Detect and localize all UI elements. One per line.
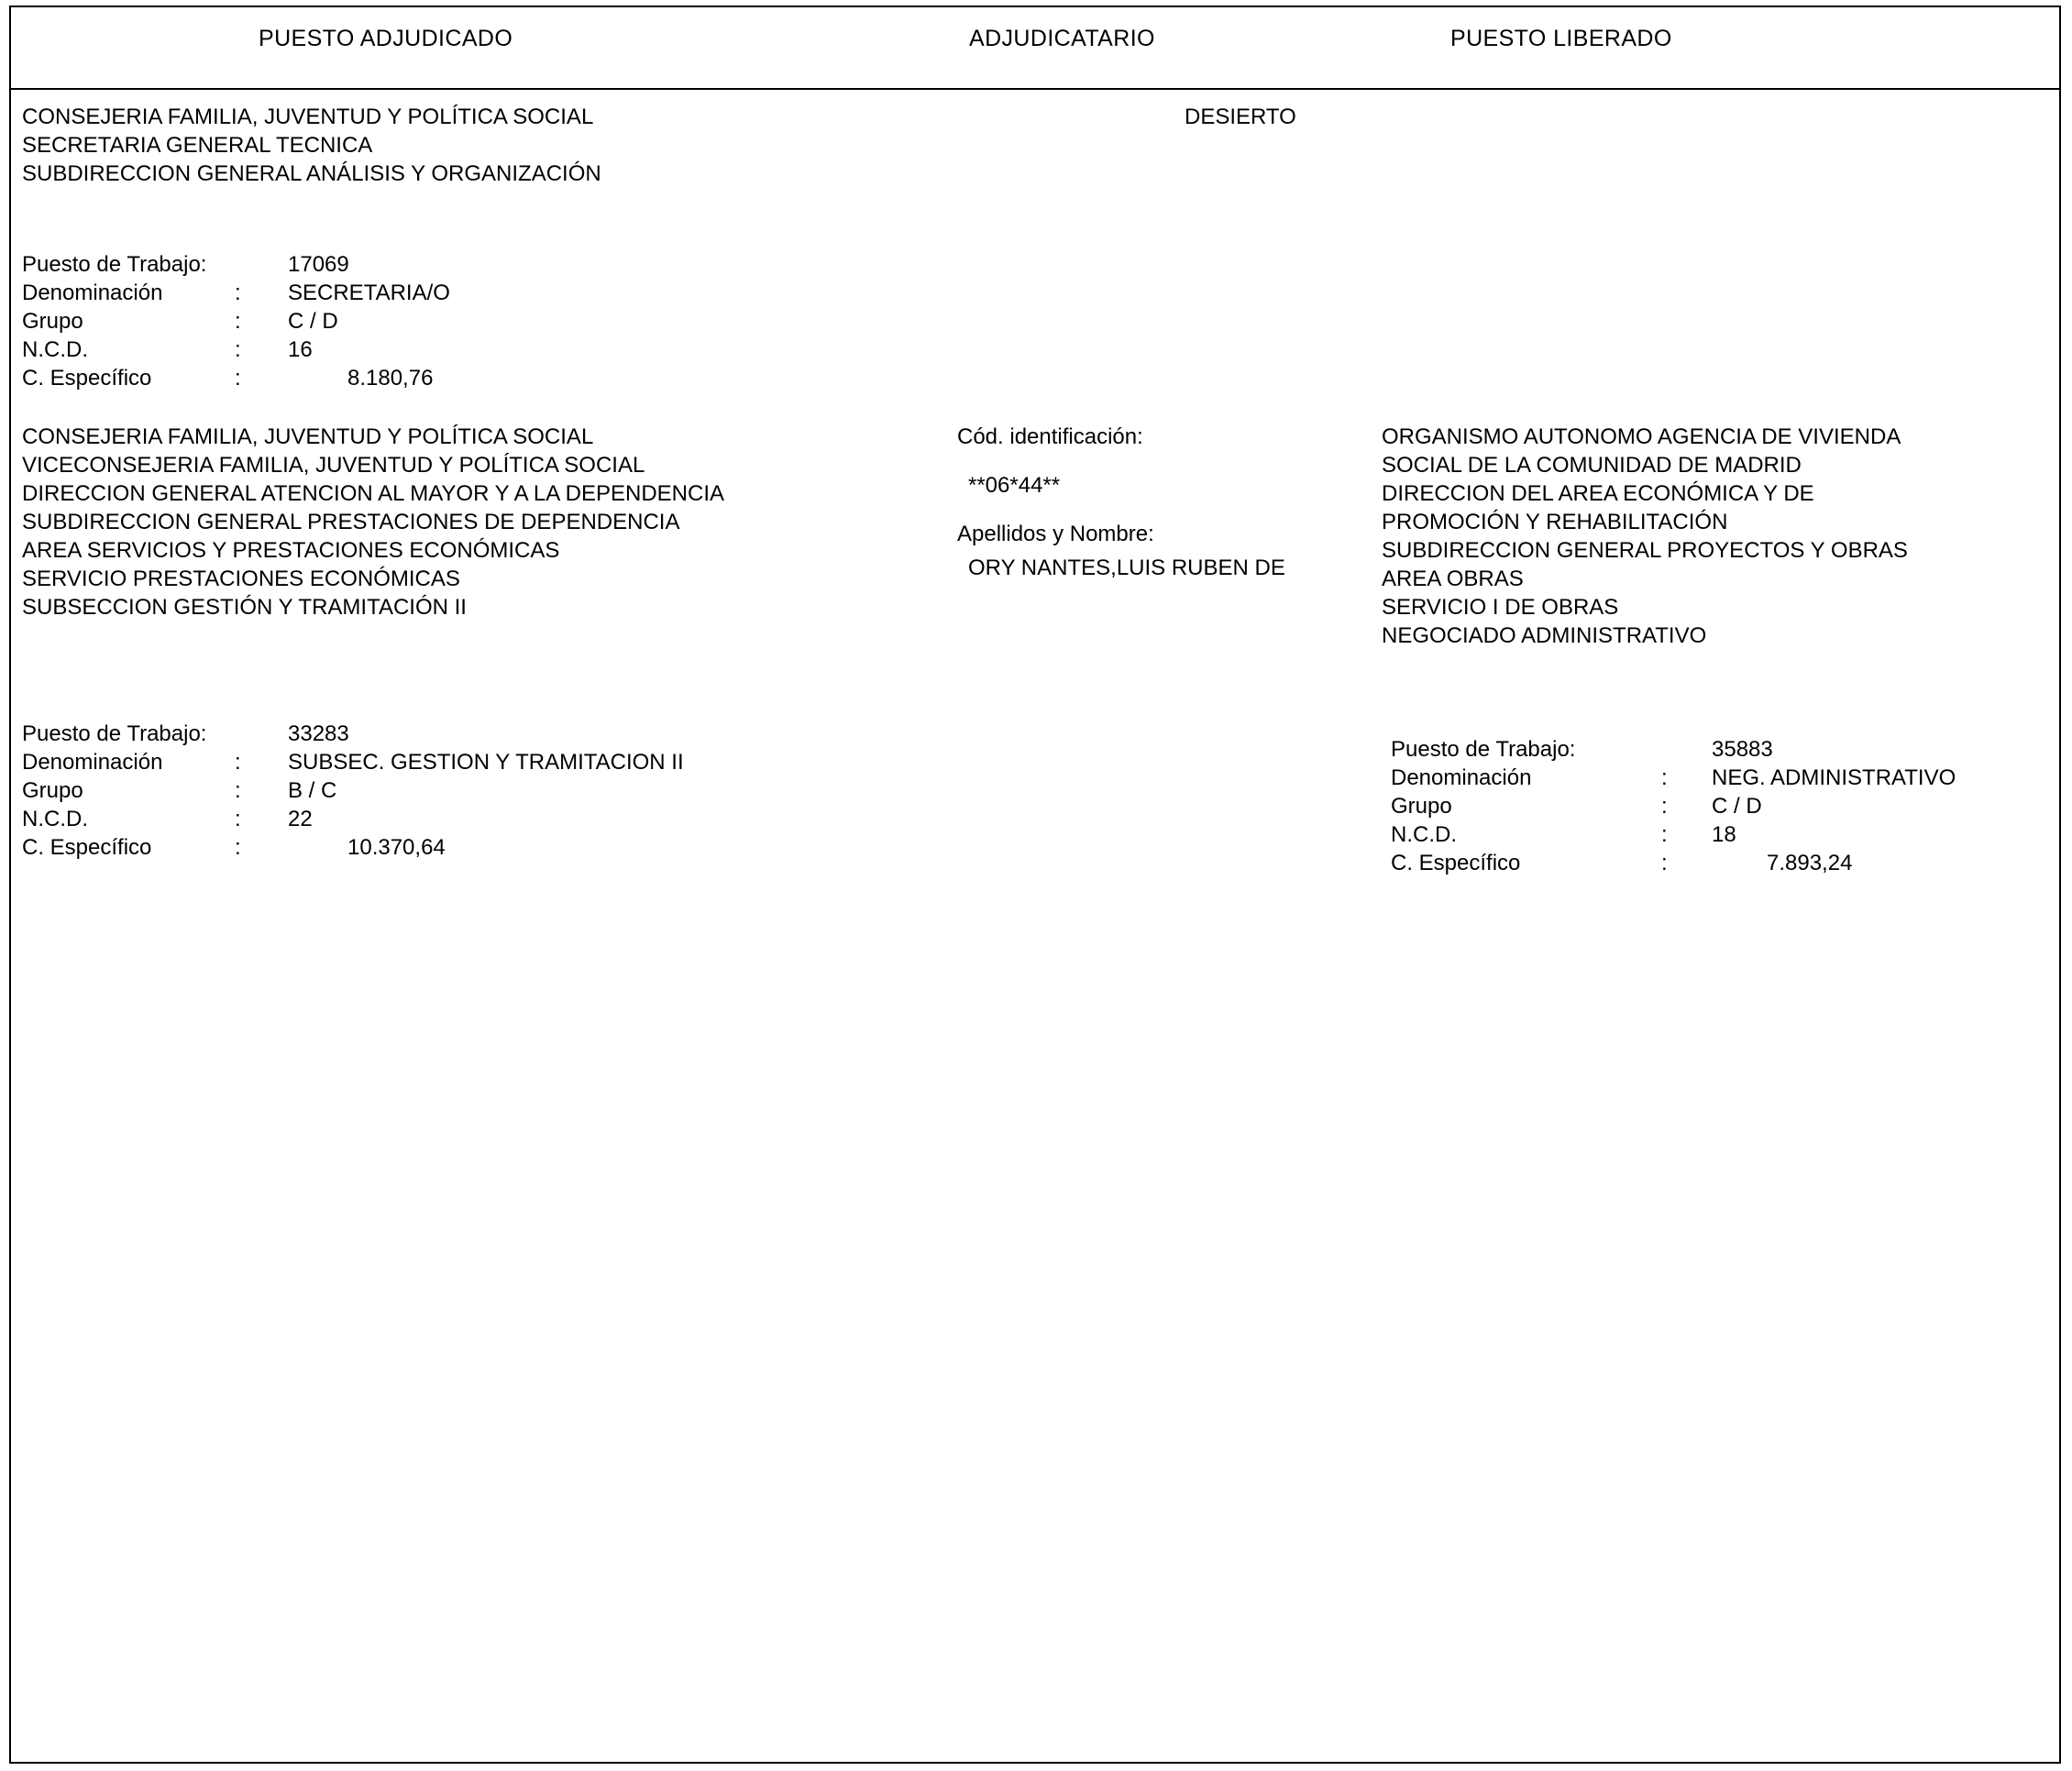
value-ncd: 22 [288, 807, 313, 831]
label-denominacion: Denominación [22, 280, 163, 305]
org-line: PROMOCIÓN Y REHABILITACIÓN [1382, 510, 1728, 534]
label-puesto-trabajo: Puesto de Trabajo: [1391, 737, 1576, 762]
value-puesto-trabajo: 35883 [1712, 737, 1773, 762]
label-grupo: Grupo [1391, 794, 1452, 819]
org-line: NEGOCIADO ADMINISTRATIVO [1382, 623, 1707, 648]
org-line: AREA SERVICIOS Y PRESTACIONES ECONÓMICAS [22, 538, 560, 563]
label-puesto-trabajo: Puesto de Trabajo: [22, 252, 207, 277]
label-ncd: N.C.D. [22, 337, 88, 362]
label-cod-identificacion: Cód. identificación: [957, 424, 1143, 449]
status-desierto: DESIERTO [1185, 104, 1296, 129]
colon-separator: : [235, 337, 241, 362]
value-puesto-trabajo: 33283 [288, 721, 349, 746]
colon-separator: : [235, 835, 241, 860]
colon-separator: : [1661, 794, 1668, 819]
label-ncd: N.C.D. [1391, 822, 1457, 847]
label-puesto-trabajo: Puesto de Trabajo: [22, 721, 207, 746]
table-body [11, 90, 2059, 1762]
org-line: DIRECCION GENERAL ATENCION AL MAYOR Y A LA DEPENDENCIA [22, 481, 724, 506]
label-denominacion: Denominación [22, 750, 163, 775]
colon-separator: : [235, 778, 241, 803]
org-line: SERVICIO I DE OBRAS [1382, 595, 1619, 620]
label-especifico: C. Específico [22, 835, 152, 860]
label-especifico: C. Específico [1391, 851, 1521, 875]
org-line: DIRECCION DEL AREA ECONÓMICA Y DE [1382, 481, 1814, 506]
row-2-adjudicatario [957, 423, 1285, 582]
org-line: ORGANISMO AUTONOMO AGENCIA DE VIVIENDA [1382, 424, 1901, 449]
label-grupo: Grupo [22, 309, 83, 334]
value-ncd: 18 [1712, 822, 1736, 847]
org-line: SOCIAL DE LA COMUNIDAD DE MADRID [1382, 453, 1802, 478]
row-2-adjudicado-org [22, 423, 724, 622]
row-1-adjudicado-org [22, 103, 601, 188]
table-header-row [11, 7, 2059, 90]
org-line: SUBSECCION GESTIÓN Y TRAMITACIÓN II [22, 595, 467, 620]
value-grupo: B / C [288, 778, 337, 803]
org-line: VICECONSEJERIA FAMILIA, JUVENTUD Y POLÍTICA SOCIAL [22, 453, 645, 478]
value-denominacion: NEG. ADMINISTRATIVO [1712, 765, 1956, 790]
value-denominacion: SECRETARIA/O [288, 280, 450, 305]
value-especifico: 10.370,64 [347, 835, 446, 860]
org-line: SERVICIO PRESTACIONES ECONÓMICAS [22, 566, 460, 591]
colon-separator: : [235, 280, 241, 305]
org-line: SUBDIRECCION GENERAL ANÁLISIS Y ORGANIZACIÓN [22, 161, 601, 186]
value-denominacion: SUBSEC. GESTION Y TRAMITACION II [288, 750, 684, 775]
org-line: CONSEJERIA FAMILIA, JUVENTUD Y POLÍTICA SOCIAL [22, 104, 594, 129]
value-grupo: C / D [288, 309, 338, 334]
value-puesto-trabajo: 17069 [288, 252, 349, 277]
row-2-liberado-org [1382, 423, 1908, 650]
colon-separator: : [235, 309, 241, 334]
org-line: SUBDIRECCION GENERAL PRESTACIONES DE DEPENDENCIA [22, 510, 680, 534]
org-line: AREA OBRAS [1382, 566, 1524, 591]
value-apellidos-nombre: ORY NANTES,LUIS RUBEN DE [968, 556, 1285, 580]
label-ncd: N.C.D. [22, 807, 88, 831]
colon-separator: : [235, 366, 241, 390]
colon-separator: : [1661, 822, 1668, 847]
column-header-puesto-adjudicado: PUESTO ADJUDICADO [259, 26, 513, 51]
org-line: SECRETARIA GENERAL TECNICA [22, 133, 373, 158]
label-grupo: Grupo [22, 778, 83, 803]
label-apellidos-nombre: Apellidos y Nombre: [957, 522, 1154, 546]
value-especifico: 7.893,24 [1767, 851, 1853, 875]
colon-separator: : [235, 750, 241, 775]
label-especifico: C. Específico [22, 366, 152, 390]
column-header-puesto-liberado: PUESTO LIBERADO [1450, 26, 1672, 51]
value-grupo: C / D [1712, 794, 1762, 819]
value-especifico: 8.180,76 [347, 366, 434, 390]
colon-separator: : [1661, 765, 1668, 790]
value-ncd: 16 [288, 337, 313, 362]
colon-separator: : [235, 807, 241, 831]
org-line: SUBDIRECCION GENERAL PROYECTOS Y OBRAS [1382, 538, 1908, 563]
value-cod-identificacion: **06*44** [968, 473, 1061, 498]
row-1-adjudicatario [1185, 103, 1296, 131]
label-denominacion: Denominación [1391, 765, 1532, 790]
colon-separator: : [1661, 851, 1668, 875]
column-header-adjudicatario: ADJUDICATARIO [969, 26, 1155, 51]
adjudications-table [9, 6, 2061, 1764]
org-line: CONSEJERIA FAMILIA, JUVENTUD Y POLÍTICA SOCIAL [22, 424, 594, 449]
